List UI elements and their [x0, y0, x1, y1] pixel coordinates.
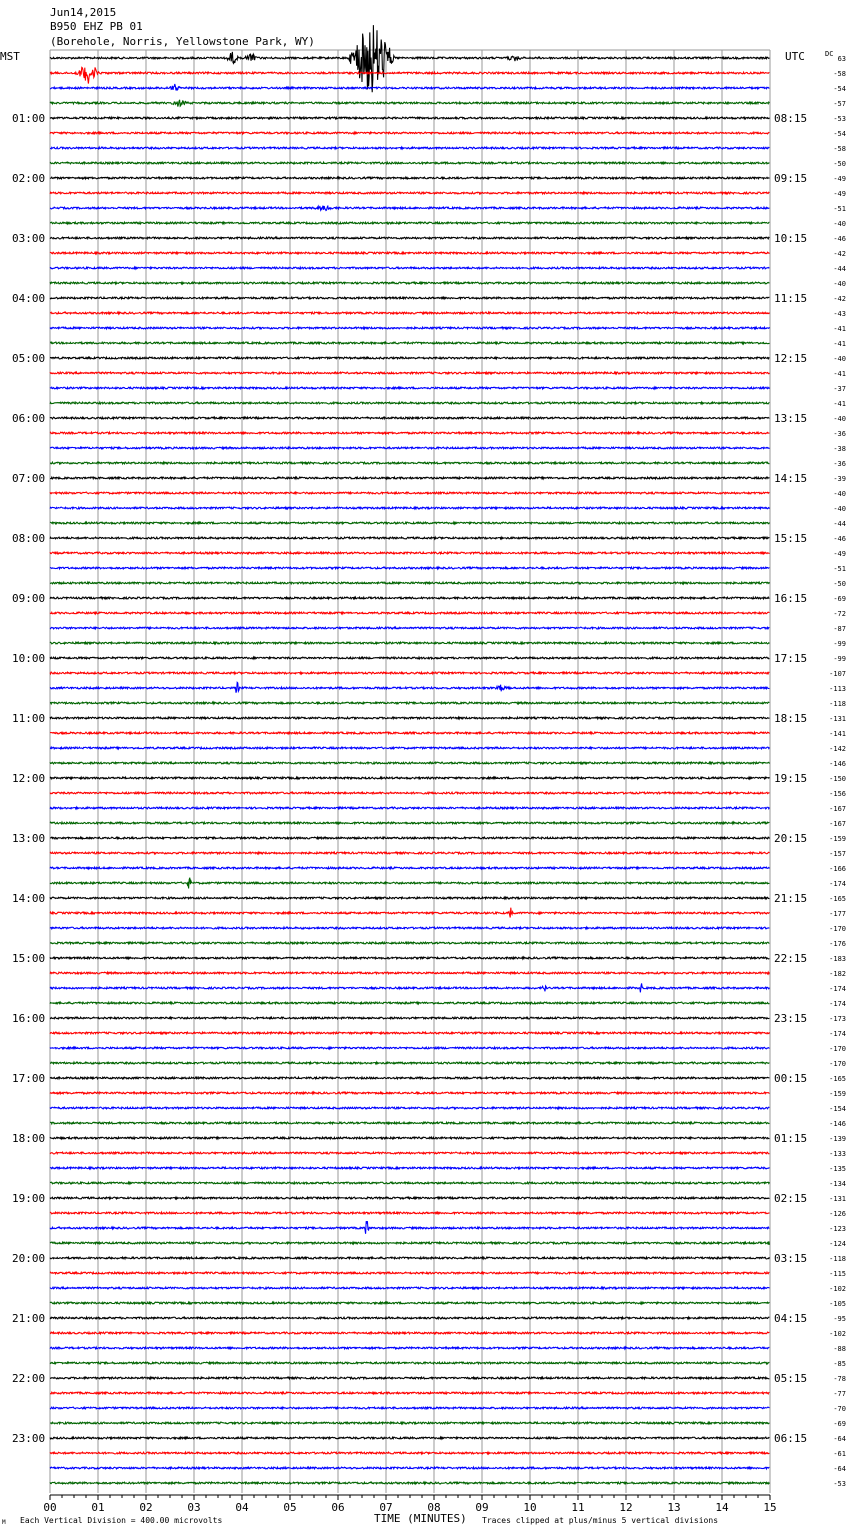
trace-row — [50, 1122, 769, 1124]
dc-offset-label: -159 — [829, 835, 846, 843]
dc-offset-label: -85 — [833, 1360, 846, 1368]
hour-label-utc: 12:15 — [774, 352, 808, 365]
dc-offset-label: -46 — [833, 535, 846, 543]
hour-label-local: 17:00 — [12, 1072, 46, 1085]
header-station: B950 EHZ PB 01 — [50, 20, 143, 33]
dc-offset-label: -40 — [833, 355, 846, 363]
dc-offset-label: -159 — [829, 1090, 846, 1098]
dc-offset-label: -142 — [829, 745, 846, 753]
trace-row — [50, 867, 769, 869]
trace-row — [50, 432, 769, 434]
trace-row — [50, 507, 769, 509]
dc-offset-label: -40 — [833, 505, 846, 513]
header-date: Jun14,2015 — [50, 6, 117, 19]
trace-row — [50, 807, 769, 809]
trace-row — [50, 942, 769, 944]
dc-offset-label: -102 — [829, 1330, 846, 1338]
hour-label-utc: 10:15 — [774, 232, 808, 245]
dc-offset-label: -166 — [829, 865, 846, 873]
scale-note: Each Vertical Division = 400.00 microvolts — [20, 1516, 223, 1525]
trace-row — [50, 282, 769, 284]
hour-label-local: 19:00 — [12, 1192, 46, 1205]
trace-row — [50, 447, 769, 449]
trace-row — [50, 657, 769, 659]
header-location: (Borehole, Norris, Yellowstone Park, WY) — [50, 35, 315, 48]
dc-offset-label: -107 — [829, 670, 846, 678]
trace-row — [50, 908, 769, 918]
trace-row — [50, 1062, 769, 1064]
dc-offset-label: -170 — [829, 1045, 846, 1053]
trace-row — [50, 1152, 769, 1154]
dc-offset-label: -46 — [833, 235, 846, 243]
dc-offset-label: -40 — [833, 415, 846, 423]
trace-row — [50, 552, 769, 554]
local-hour-labels — [12, 112, 45, 1445]
trace-row — [50, 372, 769, 374]
dc-offset-label: -49 — [833, 175, 846, 183]
hour-label-utc: 09:15 — [774, 172, 808, 185]
dc-offset-label: -183 — [829, 955, 846, 963]
hour-label-local: 05:00 — [12, 352, 46, 365]
dc-offset-label: -40 — [833, 220, 846, 228]
trace-row — [50, 927, 769, 929]
trace-row — [50, 177, 769, 179]
dc-offset-label: -41 — [833, 370, 846, 378]
dc-offset-label: -139 — [829, 1135, 846, 1143]
clip-note: Traces clipped at plus/minus 5 vertical divisions — [482, 1516, 719, 1525]
x-tick-label: 02 — [139, 1501, 153, 1514]
hour-label-local: 12:00 — [12, 772, 46, 785]
dc-offset-label: -165 — [829, 895, 846, 903]
trace-row — [50, 627, 769, 629]
trace-row — [50, 1347, 769, 1349]
hour-label-utc: 16:15 — [774, 592, 808, 605]
trace-row — [50, 1107, 769, 1109]
dc-offset-label: -99 — [833, 655, 846, 663]
dc-offset-label: -174 — [829, 1030, 846, 1038]
trace-row — [50, 878, 769, 889]
dc-offset-label: -126 — [829, 1210, 846, 1218]
trace-row — [50, 327, 769, 329]
trace-row — [50, 492, 769, 494]
hour-label-utc: 18:15 — [774, 712, 808, 725]
dc-offset-label: -42 — [833, 250, 846, 258]
dc-offset-label: -173 — [829, 1015, 846, 1023]
trace-row — [50, 147, 769, 149]
trace-row — [50, 67, 769, 83]
trace-row — [50, 1137, 769, 1139]
dc-offset-label: -170 — [829, 925, 846, 933]
hour-label-utc: 05:15 — [774, 1372, 808, 1385]
left-axis-title: MST — [0, 50, 20, 63]
dc-offset-label: -154 — [829, 1105, 846, 1113]
trace-row — [50, 682, 769, 692]
x-tick-label: 10 — [523, 1501, 537, 1514]
hour-label-local: 08:00 — [12, 532, 46, 545]
hour-label-local: 09:00 — [12, 592, 46, 605]
trace-row — [50, 206, 769, 211]
dc-offset-label: -69 — [833, 1420, 846, 1428]
hour-label-utc: 04:15 — [774, 1312, 808, 1325]
utc-hour-labels — [774, 112, 807, 1445]
dc-offset-label: -134 — [829, 1180, 846, 1188]
hour-label-local: 13:00 — [12, 832, 46, 845]
dc-offset-label: -39 — [833, 475, 846, 483]
trace-row — [50, 897, 769, 899]
dc-header: DC — [825, 50, 834, 58]
dc-offset-label: -131 — [829, 715, 846, 723]
hour-label-local: 18:00 — [12, 1132, 46, 1145]
trace-row — [50, 1482, 769, 1484]
trace-row — [50, 342, 769, 344]
hour-label-local: 14:00 — [12, 892, 46, 905]
trace-row — [50, 1332, 769, 1334]
trace-row — [50, 582, 769, 584]
hour-label-local: 21:00 — [12, 1312, 46, 1325]
dc-offset-label: -87 — [833, 625, 846, 633]
dc-offset-label: 63 — [837, 55, 846, 63]
trace-row — [50, 1092, 769, 1094]
trace-row — [50, 522, 769, 524]
dc-offset-label: -150 — [829, 775, 846, 783]
dc-offset-label: -176 — [829, 940, 846, 948]
trace-row — [50, 762, 769, 764]
dc-offset-label: -72 — [833, 610, 846, 618]
trace-row — [50, 597, 769, 599]
x-tick-label: 04 — [235, 1501, 249, 1514]
dc-offset-label: -36 — [833, 460, 846, 468]
hour-label-utc: 08:15 — [774, 112, 808, 125]
dc-offset-label: -37 — [833, 385, 846, 393]
hour-label-utc: 15:15 — [774, 532, 808, 545]
dc-offset-label: -53 — [833, 1480, 846, 1488]
x-tick-label: 07 — [379, 1501, 393, 1514]
trace-row — [50, 402, 769, 404]
dc-offset-label: -118 — [829, 1255, 846, 1263]
dc-offset-label: -54 — [833, 85, 846, 93]
dc-offset-label: -157 — [829, 850, 846, 858]
dc-offset-label: -43 — [833, 310, 846, 318]
dc-offset-label: -49 — [833, 550, 846, 558]
dc-offset-label: -77 — [833, 1390, 846, 1398]
trace-row — [50, 1437, 769, 1439]
x-tick-label: 12 — [619, 1501, 633, 1514]
hour-label-utc: 01:15 — [774, 1132, 808, 1145]
seismic-traces — [50, 25, 769, 1484]
dc-offset-label: -57 — [833, 100, 846, 108]
trace-row — [50, 972, 769, 974]
trace-row — [50, 477, 769, 479]
dc-offset-label: -95 — [833, 1315, 846, 1323]
dc-offset-label: -42 — [833, 295, 846, 303]
trace-row — [50, 1182, 769, 1184]
hour-label-utc: 03:15 — [774, 1252, 808, 1265]
trace-row — [50, 1377, 769, 1379]
dc-offset-label: -64 — [833, 1465, 846, 1473]
dc-offset-label: -123 — [829, 1225, 846, 1233]
dc-offset-label: -131 — [829, 1195, 846, 1203]
dc-offset-label: -41 — [833, 325, 846, 333]
hour-label-local: 20:00 — [12, 1252, 46, 1265]
trace-row — [50, 1362, 769, 1364]
dc-offset-label: -102 — [829, 1285, 846, 1293]
trace-row — [50, 1257, 769, 1259]
dc-offset-label: -105 — [829, 1300, 846, 1308]
x-tick-label: 08 — [427, 1501, 441, 1514]
trace-row — [50, 1241, 769, 1245]
dc-offset-label: -78 — [833, 1375, 846, 1383]
hour-label-utc: 13:15 — [774, 412, 808, 425]
trace-row — [50, 1287, 769, 1289]
dc-offset-label: -165 — [829, 1075, 846, 1083]
hour-label-utc: 11:15 — [774, 292, 808, 305]
dc-offset-label: -182 — [829, 970, 846, 978]
dc-offset-label: -141 — [829, 730, 846, 738]
x-tick-label: 00 — [43, 1501, 57, 1514]
dc-offset-label: -118 — [829, 700, 846, 708]
trace-row — [50, 1077, 769, 1079]
trace-row — [50, 1212, 769, 1214]
trace-row — [50, 237, 769, 239]
trace-row — [50, 537, 769, 539]
trace-row — [50, 1392, 769, 1394]
minute-gridlines — [50, 50, 770, 1493]
hour-label-utc: 17:15 — [774, 652, 808, 665]
hour-label-utc: 19:15 — [774, 772, 808, 785]
dc-offset-label: -177 — [829, 910, 846, 918]
dc-offset-label: -174 — [829, 880, 846, 888]
trace-row — [50, 702, 769, 704]
trace-row — [50, 567, 769, 569]
dc-offset-label: -44 — [833, 265, 846, 273]
hour-label-utc: 22:15 — [774, 952, 808, 965]
x-axis-label: TIME (MINUTES) — [374, 1512, 467, 1525]
hour-label-utc: 00:15 — [774, 1072, 808, 1085]
trace-row — [50, 777, 769, 779]
dc-offset-label: -64 — [833, 1435, 846, 1443]
corner-mark: M — [2, 1519, 6, 1526]
dc-offset-label: -146 — [829, 760, 846, 768]
dc-offset-labels — [829, 55, 846, 1488]
trace-row — [50, 1407, 769, 1409]
trace-row — [50, 612, 769, 614]
dc-offset-label: -174 — [829, 985, 846, 993]
trace-row — [50, 792, 769, 794]
x-tick-label: 03 — [187, 1501, 201, 1514]
trace-row — [50, 267, 769, 269]
dc-offset-label: -88 — [833, 1345, 846, 1353]
hour-label-local: 23:00 — [12, 1432, 46, 1445]
dc-offset-label: -36 — [833, 430, 846, 438]
dc-offset-label: -167 — [829, 820, 846, 828]
trace-row — [50, 957, 769, 959]
trace-row — [50, 852, 769, 854]
dc-offset-label: -135 — [829, 1165, 846, 1173]
dc-offset-label: -50 — [833, 580, 846, 588]
x-tick-label: 06 — [331, 1501, 345, 1514]
dc-offset-label: -58 — [833, 145, 846, 153]
trace-row — [50, 837, 769, 839]
trace-row — [50, 1167, 769, 1169]
dc-offset-label: -146 — [829, 1120, 846, 1128]
trace-row — [50, 1302, 769, 1304]
hour-label-local: 06:00 — [12, 412, 46, 425]
hour-label-local: 22:00 — [12, 1372, 46, 1385]
hour-label-local: 04:00 — [12, 292, 46, 305]
dc-offset-label: -38 — [833, 445, 846, 453]
dc-offset-label: -51 — [833, 565, 846, 573]
trace-row — [50, 1467, 769, 1469]
trace-row — [50, 297, 769, 299]
dc-offset-label: -58 — [833, 70, 846, 78]
dc-offset-label: -54 — [833, 130, 846, 138]
dc-offset-label: -44 — [833, 520, 846, 528]
x-tick-label: 05 — [283, 1501, 297, 1514]
trace-row — [50, 252, 769, 254]
trace-row — [50, 1317, 769, 1319]
dc-offset-label: -156 — [829, 790, 846, 798]
dc-offset-label: -115 — [829, 1270, 846, 1278]
trace-row — [50, 312, 769, 314]
trace-row — [50, 462, 769, 464]
hour-label-local: 03:00 — [12, 232, 46, 245]
trace-row — [50, 747, 769, 749]
x-tick-label: 14 — [715, 1501, 729, 1514]
trace-row — [50, 1197, 769, 1199]
trace-row — [50, 1452, 769, 1454]
dc-offset-label: -170 — [829, 1060, 846, 1068]
dc-offset-label: -133 — [829, 1150, 846, 1158]
hour-label-utc: 14:15 — [774, 472, 808, 485]
trace-row — [50, 732, 769, 734]
dc-offset-label: -41 — [833, 340, 846, 348]
dc-offset-label: -124 — [829, 1240, 846, 1248]
hour-label-utc: 21:15 — [774, 892, 808, 905]
dc-offset-label: -49 — [833, 190, 846, 198]
hour-label-utc: 02:15 — [774, 1192, 808, 1205]
trace-row — [50, 100, 769, 107]
trace-row — [50, 822, 769, 824]
dc-offset-label: -167 — [829, 805, 846, 813]
trace-row — [50, 983, 769, 992]
dc-offset-label: -40 — [833, 490, 846, 498]
x-tick-label: 11 — [571, 1501, 585, 1514]
trace-row — [50, 117, 769, 119]
trace-row — [50, 222, 769, 224]
trace-row — [50, 1002, 769, 1004]
trace-row — [50, 1047, 769, 1049]
trace-row — [50, 1032, 769, 1034]
trace-row — [50, 672, 769, 674]
trace-row — [50, 132, 769, 134]
right-axis-title: UTC — [785, 50, 805, 63]
trace-row — [50, 162, 769, 164]
trace-row — [50, 1422, 769, 1424]
trace-row — [50, 1272, 769, 1274]
x-tick-label: 15 — [763, 1501, 777, 1514]
dc-offset-label: -174 — [829, 1000, 846, 1008]
dc-offset-label: -70 — [833, 1405, 846, 1413]
dc-offset-label: -113 — [829, 685, 846, 693]
dc-offset-label: -41 — [833, 400, 846, 408]
dc-offset-label: -51 — [833, 205, 846, 213]
hour-label-local: 11:00 — [12, 712, 46, 725]
dc-offset-label: -53 — [833, 115, 846, 123]
trace-row — [50, 417, 769, 419]
hour-label-local: 02:00 — [12, 172, 46, 185]
x-tick-label: 13 — [667, 1501, 681, 1514]
hour-label-utc: 06:15 — [774, 1432, 808, 1445]
trace-row — [50, 84, 769, 90]
hour-label-local: 16:00 — [12, 1012, 46, 1025]
trace-row — [50, 387, 769, 389]
hour-label-utc: 20:15 — [774, 832, 808, 845]
hour-label-local: 10:00 — [12, 652, 46, 665]
hour-label-local: 07:00 — [12, 472, 46, 485]
dc-offset-label: -50 — [833, 160, 846, 168]
trace-row — [50, 1221, 769, 1234]
dc-offset-label: -99 — [833, 640, 846, 648]
trace-row — [50, 1017, 769, 1019]
hour-label-utc: 23:15 — [774, 1012, 808, 1025]
dc-offset-label: -40 — [833, 280, 846, 288]
hour-label-local: 01:00 — [12, 112, 46, 125]
dc-offset-label: -61 — [833, 1450, 846, 1458]
trace-row — [50, 717, 769, 719]
trace-row — [50, 642, 769, 644]
x-tick-label: 01 — [91, 1501, 105, 1514]
trace-row — [50, 357, 769, 359]
x-tick-label: 09 — [475, 1501, 489, 1514]
dc-offset-label: -69 — [833, 595, 846, 603]
trace-row — [50, 192, 769, 194]
hour-label-local: 15:00 — [12, 952, 46, 965]
